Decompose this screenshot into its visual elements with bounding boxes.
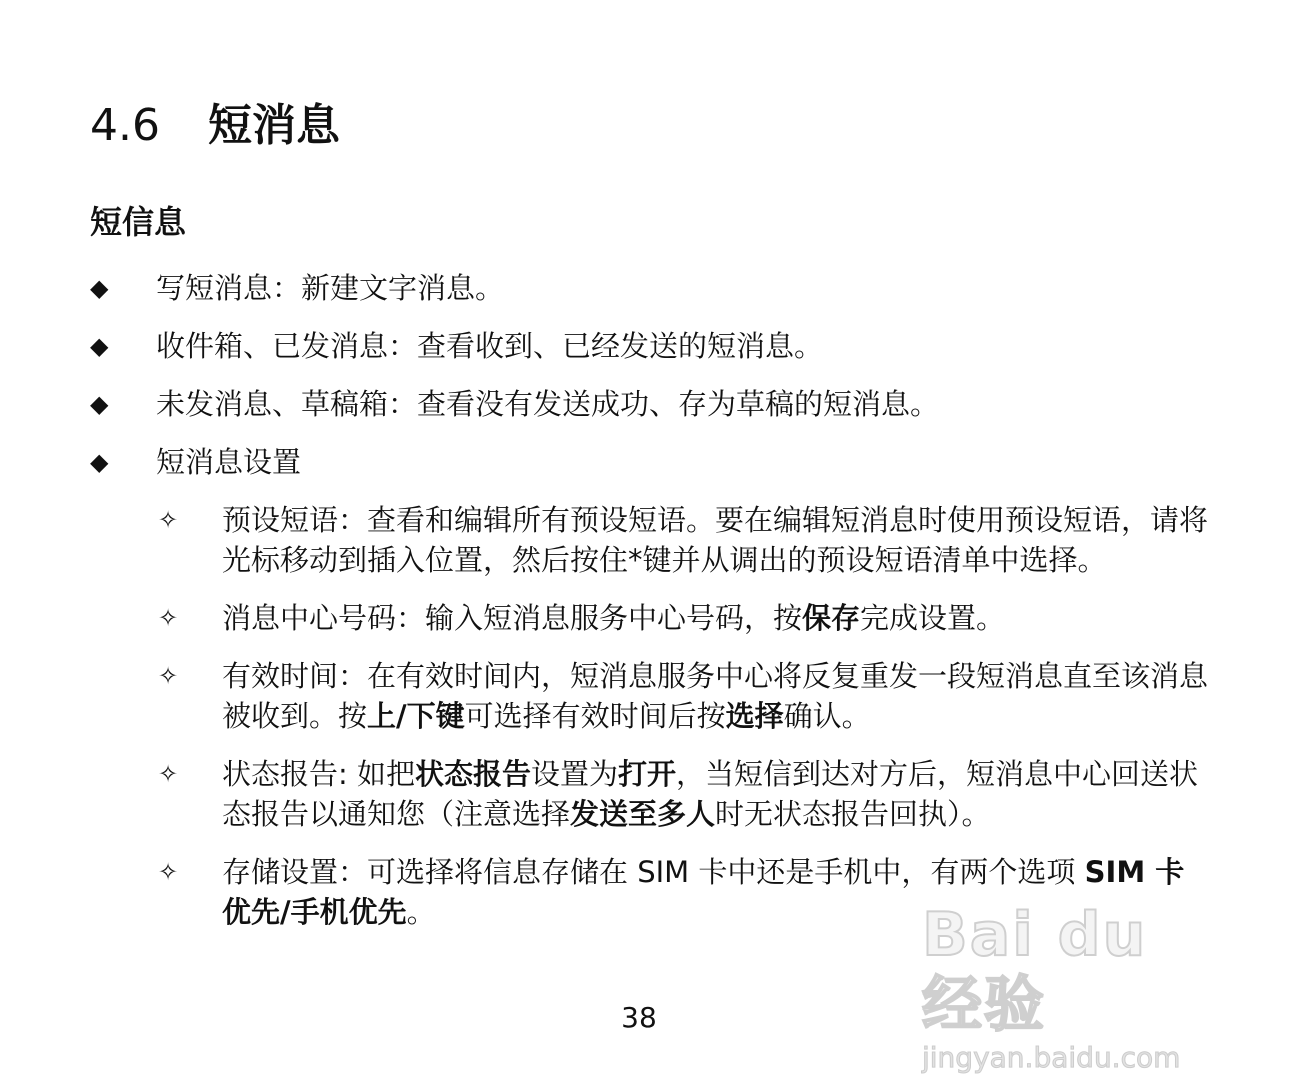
watermark-url: jingyan.baidu.com [922,1041,1181,1074]
text-run: 确认。 [783,699,871,733]
text-run: 设置为 [531,757,619,791]
sub-bullet-item [158,754,1208,834]
bullet-text: 未发消息、草稿箱：查看没有发送成功、存为草稿的短消息。 [156,387,940,421]
bold-term: 上/下键 [367,699,465,733]
sparkle-bullet-icon: ✧ [158,760,179,788]
diamond-bullet-icon: ◆ [90,390,109,418]
section-heading [90,98,340,154]
bullet-text: 短消息设置 [156,445,302,479]
text-run: 预设短语：查看和编辑所有预设短语。要在编辑短消息时使用预设短语，请将光标移动到插入位置，然后按住*键并从调出的预设短语清单中选择。 [222,503,1209,577]
bold-term: 发送至多人 [570,797,716,831]
bullet-item [90,324,1210,382]
sparkle-bullet-icon: ✧ [158,662,179,690]
sub-bullet-text [222,757,1198,831]
bullet-item [90,382,1210,440]
bold-term: 状态报告 [415,757,532,791]
sub-bullet-item [158,656,1208,736]
text-run: 可选择有效时间后按 [464,699,726,733]
sub-bullet-item [158,852,1208,932]
bold-term: 保存 [802,601,861,635]
bullet-text: 写短消息：新建文字消息。 [156,271,505,305]
sub-bullet-text [222,855,1184,929]
bullet-list [90,266,1210,498]
text-run: 时无状态报告回执）。 [715,797,991,831]
bold-term: SIM 卡优先/手机优先 [222,855,1185,929]
sparkle-bullet-icon: ✧ [158,858,179,886]
section-title: 短消息 [207,100,340,151]
sub-bullet-list [158,500,1208,950]
text-run: 完成设置。 [860,601,1006,635]
text-run: 存储设置：可选择将信息存储在 SIM 卡中还是手机中，有两个选项 [222,855,1085,889]
bullet-item [90,266,1210,324]
sparkle-bullet-icon: ✧ [158,604,179,632]
watermark-logo: Bai du 经验 [922,900,1148,1040]
bullet-text: 收件箱、已发消息：查看收到、已经发送的短消息。 [156,329,824,363]
diamond-bullet-icon: ◆ [90,448,109,476]
page-number: 38 [621,1001,657,1034]
sub-bullet-item [158,598,1208,638]
sub-bullet-text [222,503,1208,577]
text-run: ，当短信到达对方后，短消息中心回送状态报告以通知您（注意选择 [222,757,1199,831]
sub-bullet-item [158,500,1208,580]
diamond-bullet-icon: ◆ [90,332,109,360]
bold-term: 选择 [725,699,784,733]
sub-bullet-text [222,659,1208,733]
text-run: 有效时间：在有效时间内，短消息服务中心将反复重发一段短消息直至该消息被收到。按 [222,659,1209,733]
diamond-bullet-icon: ◆ [90,274,109,302]
text-run: 。 [406,895,436,929]
bold-term: 打开 [618,757,677,791]
sub-bullet-text [222,601,1005,635]
text-run: 状态报告: 如把 [222,757,415,791]
sparkle-bullet-icon: ✧ [158,506,179,534]
bullet-item [90,440,1210,498]
subsection-title: 短信息 [90,203,187,241]
section-number: 4.6 [90,100,160,151]
text-run: 消息中心号码：输入短消息服务中心号码，按 [222,601,803,635]
